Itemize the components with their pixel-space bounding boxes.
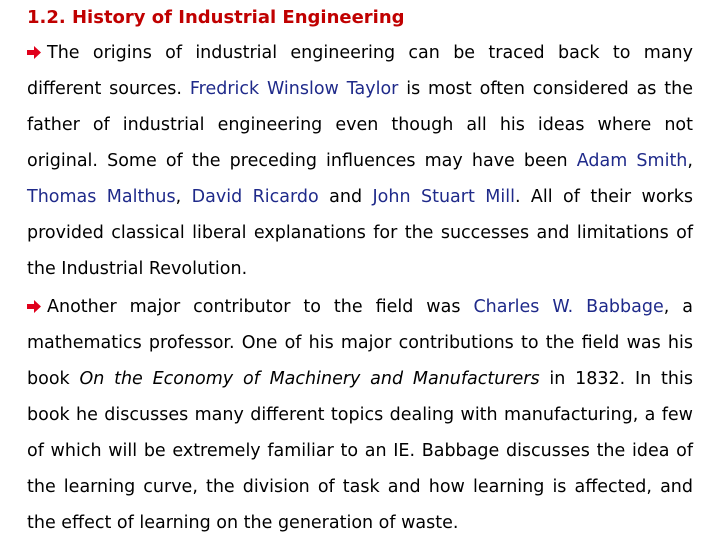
para2-text-1: Another major contributor to the field was	[47, 297, 461, 317]
arrow-bullet-icon	[27, 300, 41, 313]
para1-comma-2: ,	[175, 187, 182, 207]
name-taylor: Fredrick Winslow Taylor	[189, 79, 399, 99]
name-babbage: Charles W. Babbage	[473, 297, 664, 317]
para1-text-2: is most often considered as the father of industrial engineering even though all his ideas where not original. Some of the preceding influences may have been	[27, 79, 693, 171]
section-heading: 1.2. History of Industrial Engineering	[27, 7, 405, 28]
name-ricardo: David Ricardo	[191, 187, 319, 207]
name-mill: John Stuart Mill	[372, 187, 515, 207]
name-smith: Adam Smith	[576, 151, 688, 171]
paragraph-babbage	[27, 289, 693, 541]
book-title: On the Economy of Machinery and Manufacturers	[79, 369, 540, 389]
paragraph-origins	[27, 35, 693, 287]
para1-text-3: . All of their works provided classical liberal explanations for the successes and limitations of the Industrial Revolution.	[27, 187, 693, 279]
para1-and: and	[329, 187, 363, 207]
para1-text-1: The origins of industrial engineering can be traced back to many different sources.	[27, 43, 693, 99]
para1-comma-1: ,	[687, 151, 693, 171]
para2-text-2: , a mathematics professor. One of his major contributions to the field was his book	[27, 297, 693, 389]
para2-text-3: in 1832. In this book he discusses many different topics dealing with manufacturing, a few of which will be extremely familiar to an IE. Babbage discusses the idea of the learning curve, the division of task and how learning is affected, and the effect of learning on the generation of waste.	[27, 369, 693, 533]
arrow-bullet-icon	[27, 46, 41, 59]
name-malthus: Thomas Malthus	[27, 187, 176, 207]
